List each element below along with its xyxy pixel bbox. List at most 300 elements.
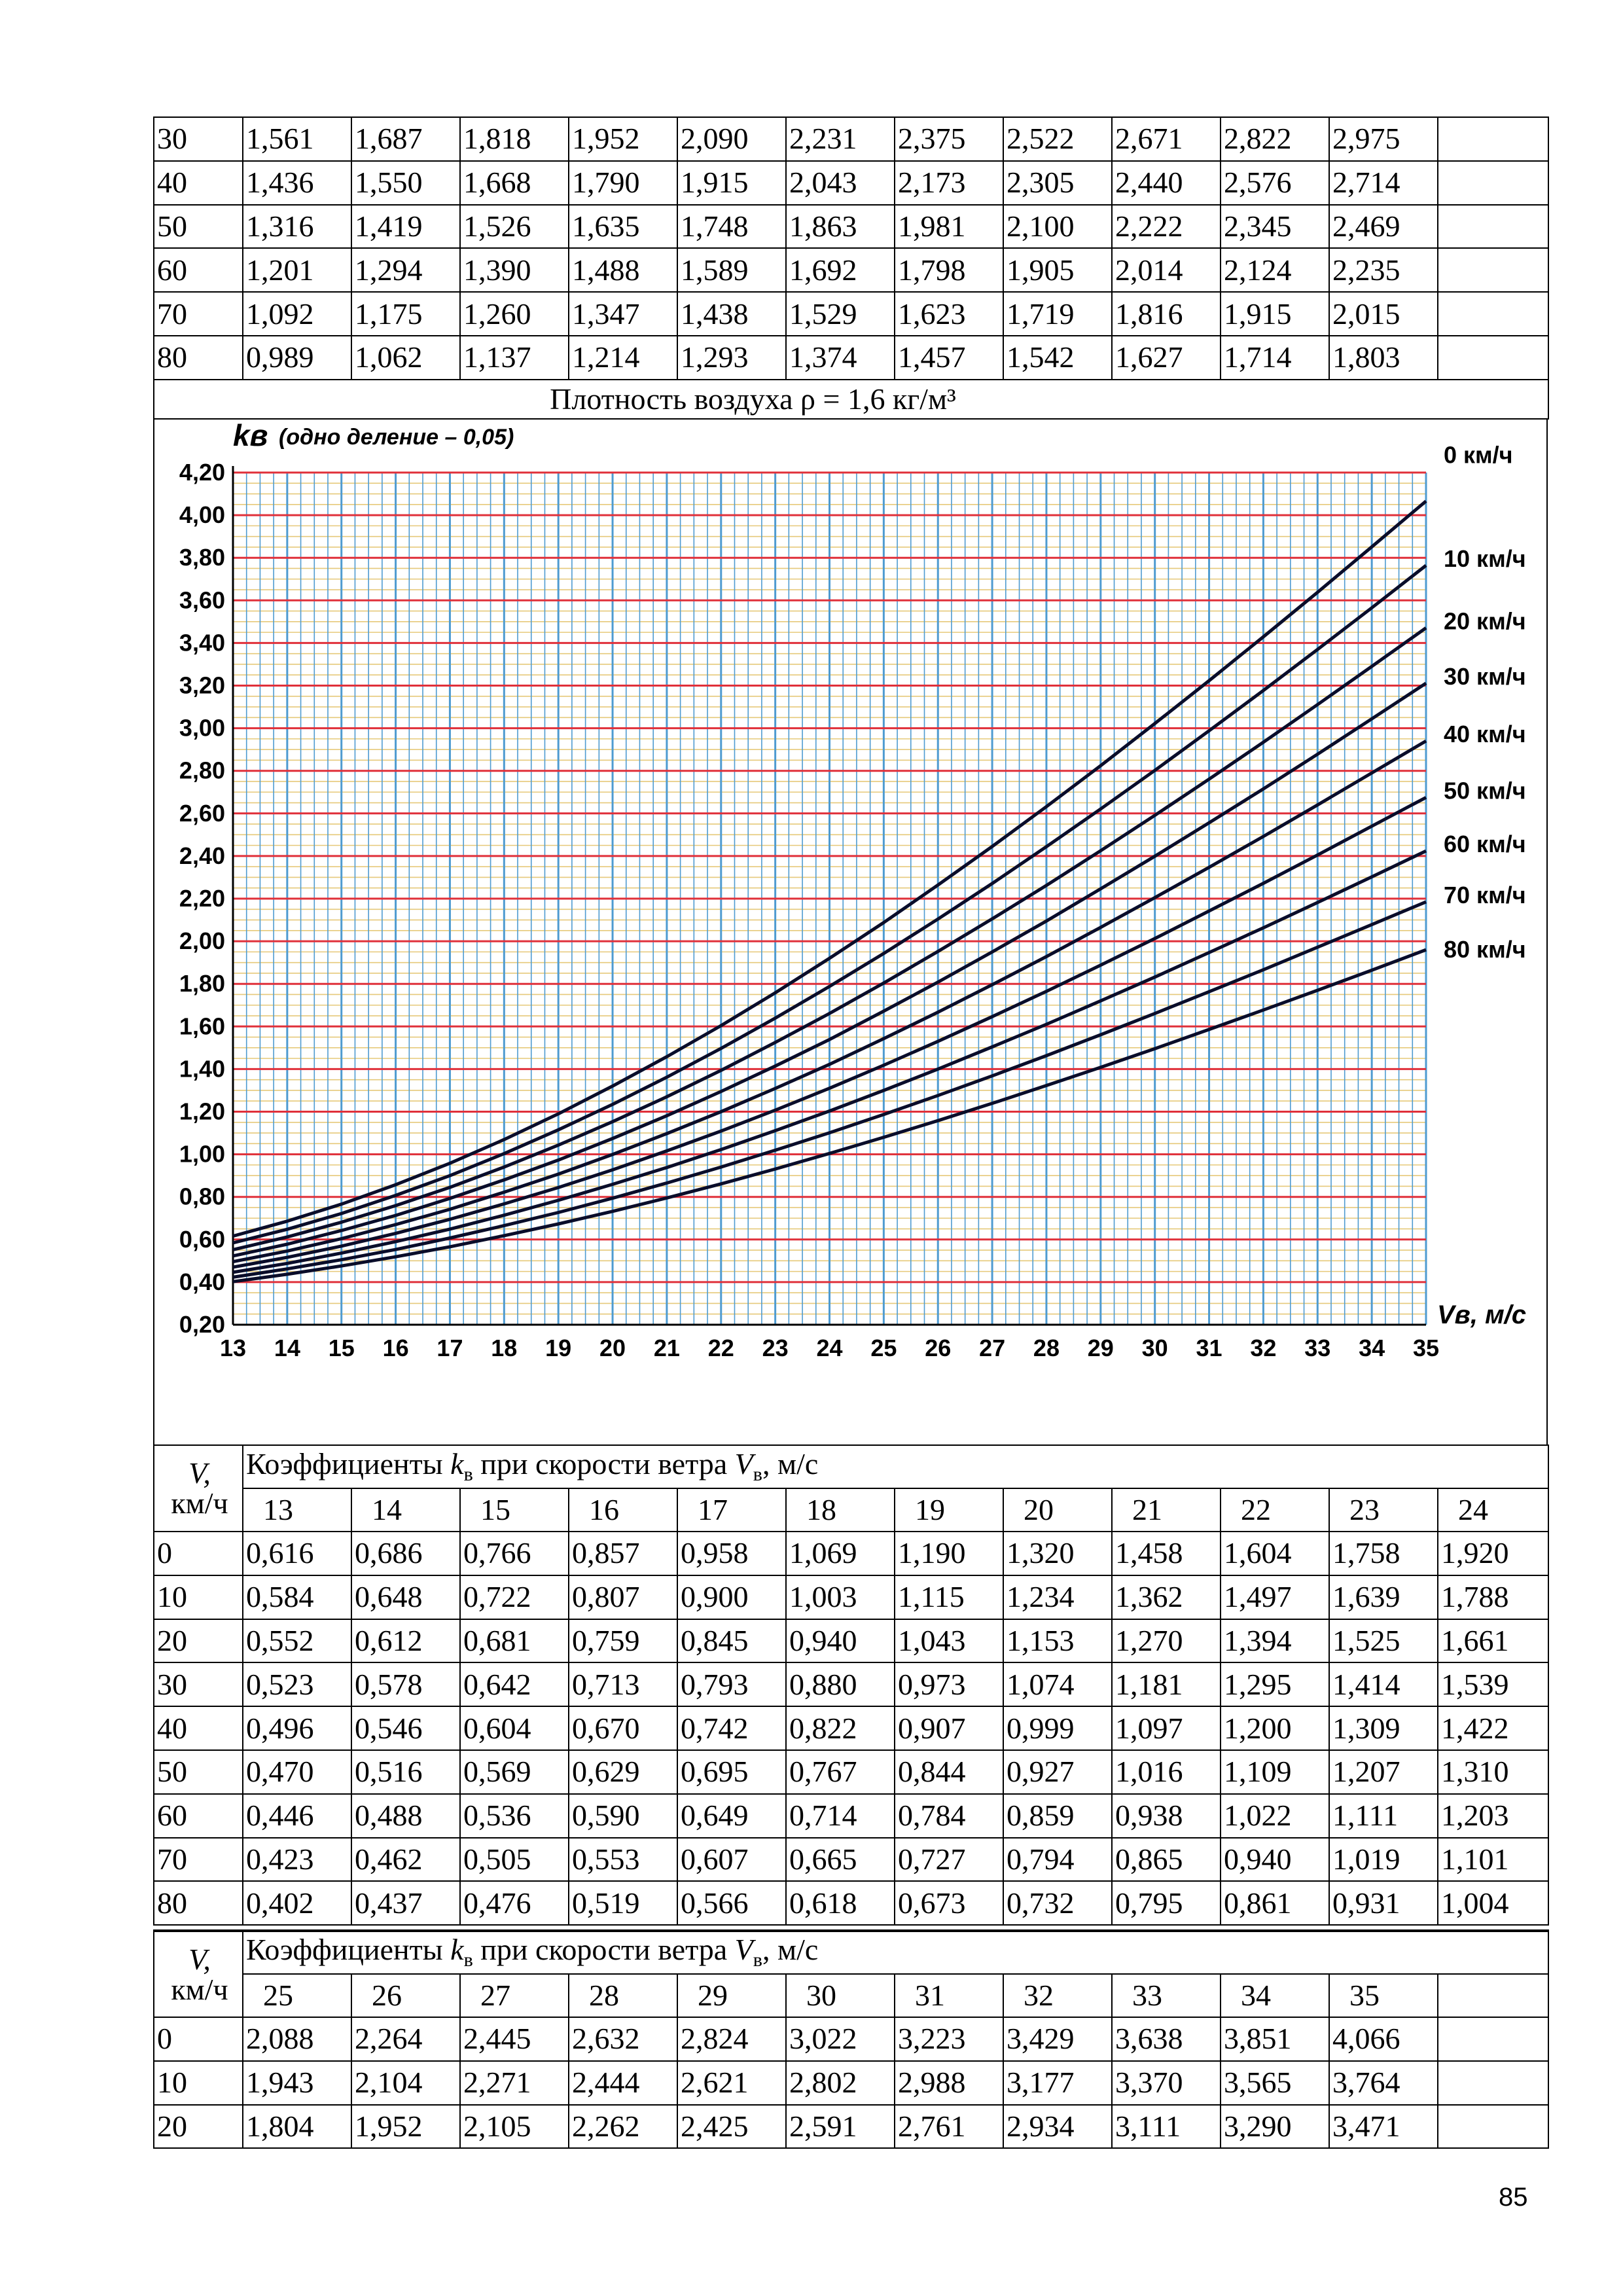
coefficient-cell: 1,692 xyxy=(786,248,895,292)
x-tick-label: 24 xyxy=(816,1335,843,1361)
coefficient-cell: 2,124 xyxy=(1221,248,1329,292)
coefficient-cell: 0,759 xyxy=(569,1619,677,1663)
coefficient-cell: 2,469 xyxy=(1329,205,1438,249)
coefficient-cell: 0,722 xyxy=(460,1575,569,1619)
speed-header-cell: 17 xyxy=(677,1488,786,1532)
coefficient-cell: 0,940 xyxy=(1221,1838,1329,1882)
row-speed-cell: 30 xyxy=(154,1662,243,1706)
row-speed-cell: 70 xyxy=(154,292,243,336)
y-tick-label: 0,80 xyxy=(179,1183,225,1210)
coefficient-cell: 1,153 xyxy=(1003,1619,1112,1663)
series-label: 20 км/ч xyxy=(1444,607,1526,635)
coefficient-cell: 1,436 xyxy=(243,161,351,205)
coefficient-cell: 1,181 xyxy=(1112,1662,1221,1706)
speed-header-cell: 14 xyxy=(351,1488,460,1532)
coefficient-cell: 2,014 xyxy=(1112,248,1221,292)
coefficient-cell: 1,293 xyxy=(677,336,786,380)
table-row xyxy=(154,1575,1548,1619)
coefficient-cell: 0,732 xyxy=(1003,1881,1112,1925)
table-row xyxy=(154,1881,1548,1925)
y-tick-label: 1,40 xyxy=(179,1055,225,1083)
coefficient-cell: 1,542 xyxy=(1003,336,1112,380)
coefficient-cell: 1,589 xyxy=(677,248,786,292)
coefficient-cell: 1,661 xyxy=(1438,1619,1548,1663)
coefficient-cell: 3,111 xyxy=(1112,2105,1221,2149)
coefficient-cell: 1,561 xyxy=(243,117,351,161)
coefficient-cell: 1,004 xyxy=(1438,1881,1548,1925)
x-tick-label: 18 xyxy=(491,1335,518,1361)
coefficient-cell: 0,618 xyxy=(786,1881,895,1925)
coefficient-cell: 1,062 xyxy=(351,336,460,380)
coefficient-cell: 1,635 xyxy=(569,205,677,249)
y-tick-label: 2,20 xyxy=(179,885,225,912)
y-tick-label: 4,20 xyxy=(179,459,225,486)
series-label: 30 км/ч xyxy=(1444,662,1526,690)
y-tick-label: 1,20 xyxy=(179,1098,225,1125)
coefficient-cell: 1,627 xyxy=(1112,336,1221,380)
coefficient-cell: 1,200 xyxy=(1221,1706,1329,1750)
caption-row xyxy=(154,380,1548,419)
coefficient-cell: 4,066 xyxy=(1329,2017,1438,2061)
coefficient-cell xyxy=(1438,2061,1548,2105)
y-tick-label: 3,80 xyxy=(179,544,225,571)
coefficient-cell: 1,003 xyxy=(786,1575,895,1619)
x-tick-label: 33 xyxy=(1304,1335,1331,1361)
coefficient-cell: 0,857 xyxy=(569,1532,677,1575)
page-number: 85 xyxy=(1499,2183,1528,2212)
coefficient-cell: 1,714 xyxy=(1221,336,1329,380)
x-tick-label: 21 xyxy=(653,1335,680,1361)
x-axis-label: Vв, м/с xyxy=(1437,1300,1527,1329)
coefficient-cell: 0,900 xyxy=(677,1575,786,1619)
coefficient-cell: 1,022 xyxy=(1221,1794,1329,1838)
coefficient-cell: 1,111 xyxy=(1329,1794,1438,1838)
x-tick-label: 20 xyxy=(599,1335,626,1361)
row-speed-cell: 10 xyxy=(154,1575,243,1619)
speed-header-cell: 30 xyxy=(786,1974,895,2017)
coefficient-cell: 1,748 xyxy=(677,205,786,249)
coefficient-cell: 1,668 xyxy=(460,161,569,205)
row-speed-cell: 0 xyxy=(154,2017,243,2061)
coefficient-cell: 2,100 xyxy=(1003,205,1112,249)
coefficient-cell: 2,522 xyxy=(1003,117,1112,161)
coefficient-cell: 0,665 xyxy=(786,1838,895,1882)
coefficient-cell: 2,576 xyxy=(1221,161,1329,205)
coefficient-cell: 3,022 xyxy=(786,2017,895,2061)
coefficient-cell: 2,262 xyxy=(569,2105,677,2149)
coefficient-cell: 0,566 xyxy=(677,1881,786,1925)
coefficient-cell: 2,822 xyxy=(1221,117,1329,161)
coefficient-cell: 1,414 xyxy=(1329,1662,1438,1706)
coefficient-cell: 0,476 xyxy=(460,1881,569,1925)
coefficient-cell: 2,235 xyxy=(1329,248,1438,292)
x-tick-label: 13 xyxy=(219,1335,247,1361)
coefficient-cell: 1,214 xyxy=(569,336,677,380)
table-row xyxy=(154,2061,1548,2105)
speed-header-cell: 20 xyxy=(1003,1488,1112,1532)
coefficient-cell: 1,818 xyxy=(460,117,569,161)
top-coefficient-table xyxy=(153,117,1549,420)
row-speed-cell: 20 xyxy=(154,2105,243,2149)
coefficient-cell: 2,621 xyxy=(677,2061,786,2105)
speed-header-cell: 16 xyxy=(569,1488,677,1532)
coefficient-cell: 0,807 xyxy=(569,1575,677,1619)
speed-header-cell: 31 xyxy=(895,1974,1003,2017)
row-speed-cell: 40 xyxy=(154,1706,243,1750)
coefficient-cell: 1,260 xyxy=(460,292,569,336)
speed-header-cell: 26 xyxy=(351,1974,460,2017)
x-tick-label: 14 xyxy=(274,1335,300,1361)
coefficient-cell: 1,422 xyxy=(1438,1706,1548,1750)
coefficient-cell: 2,824 xyxy=(677,2017,786,2061)
x-tick-label: 22 xyxy=(707,1335,734,1361)
coefficient-cell: 1,798 xyxy=(895,248,1003,292)
coefficient-cell: 1,719 xyxy=(1003,292,1112,336)
coefficient-cell: 1,092 xyxy=(243,292,351,336)
coefficient-cell: 1,316 xyxy=(243,205,351,249)
coefficient-cell: 1,529 xyxy=(786,292,895,336)
coefficient-cell: 1,550 xyxy=(351,161,460,205)
table-row xyxy=(154,336,1548,380)
table-row xyxy=(154,2105,1548,2149)
coefficient-cell: 1,952 xyxy=(569,117,677,161)
coefficient-cell: 0,859 xyxy=(1003,1794,1112,1838)
coefficient-cell: 1,203 xyxy=(1438,1794,1548,1838)
coefficient-cell: 3,764 xyxy=(1329,2061,1438,2105)
coefficient-cell: 1,109 xyxy=(1221,1750,1329,1794)
coefficient-cell: 0,612 xyxy=(351,1619,460,1663)
coefficient-cell: 2,632 xyxy=(569,2017,677,2061)
coefficient-cell: 0,794 xyxy=(1003,1838,1112,1882)
coefficient-cell: 0,437 xyxy=(351,1881,460,1925)
coefficient-cell xyxy=(1438,336,1548,380)
coefficient-cell: 1,043 xyxy=(895,1619,1003,1663)
y-tick-label: 1,60 xyxy=(179,1013,225,1040)
row-speed-cell: 50 xyxy=(154,205,243,249)
density-caption: Плотность воздуха ρ = 1,6 кг/м³ xyxy=(154,380,1548,419)
table-row xyxy=(154,248,1548,292)
coefficient-cell: 0,553 xyxy=(569,1838,677,1882)
speed-header-cell: 18 xyxy=(786,1488,895,1532)
speed-header-cell: 13 xyxy=(243,1488,351,1532)
coefficient-cell: 0,795 xyxy=(1112,1881,1221,1925)
row-speed-cell: 0 xyxy=(154,1532,243,1575)
coefficient-cell: 2,088 xyxy=(243,2017,351,2061)
series-label: 40 км/ч xyxy=(1444,721,1526,748)
x-tick-label: 26 xyxy=(925,1335,952,1361)
coefficient-cell: 0,488 xyxy=(351,1794,460,1838)
series-label: 70 км/ч xyxy=(1444,881,1526,908)
series-label: 0 км/ч xyxy=(1444,441,1513,469)
series-label: 50 км/ч xyxy=(1444,777,1526,804)
coefficient-cell: 0,629 xyxy=(569,1750,677,1794)
series-label: 60 км/ч xyxy=(1444,831,1526,858)
coefficient-cell: 1,069 xyxy=(786,1532,895,1575)
coefficient-cell: 1,016 xyxy=(1112,1750,1221,1794)
coefficient-cell: 0,880 xyxy=(786,1662,895,1706)
coefficient-cell: 0,742 xyxy=(677,1706,786,1750)
speed-header-cell: 24 xyxy=(1438,1488,1548,1532)
coefficient-cell: 2,271 xyxy=(460,2061,569,2105)
y-tick-label: 0,60 xyxy=(179,1225,225,1253)
coefficient-cell xyxy=(1438,2017,1548,2061)
coefficient-cell: 1,952 xyxy=(351,2105,460,2149)
v-header: V, км/ч xyxy=(154,1445,243,1532)
x-tick-label: 19 xyxy=(545,1335,572,1361)
coefficient-cell: 1,101 xyxy=(1438,1838,1548,1882)
coefficient-cell: 2,802 xyxy=(786,2061,895,2105)
table-row xyxy=(154,1838,1548,1882)
coefficient-cell: 1,390 xyxy=(460,248,569,292)
speed-header-cell: 19 xyxy=(895,1488,1003,1532)
coefficient-cell: 0,584 xyxy=(243,1575,351,1619)
speed-header-cell: 33 xyxy=(1112,1974,1221,2017)
chart-area xyxy=(153,418,1548,1444)
series-label: 80 км/ч xyxy=(1444,936,1526,963)
y-tick-label: 3,20 xyxy=(179,672,225,699)
coefficient-cell: 1,488 xyxy=(569,248,677,292)
coefficient-cell: 1,915 xyxy=(677,161,786,205)
coefficient-cell: 0,845 xyxy=(677,1619,786,1663)
x-tick-label: 30 xyxy=(1141,1335,1168,1361)
coefficient-cell: 2,173 xyxy=(895,161,1003,205)
coefficient-cell: 0,578 xyxy=(351,1662,460,1706)
coefficient-cell: 0,931 xyxy=(1329,1881,1438,1925)
row-speed-cell: 20 xyxy=(154,1619,243,1663)
coefficient-cell: 0,989 xyxy=(243,336,351,380)
coefficient-cell: 0,648 xyxy=(351,1575,460,1619)
coefficient-cell: 0,865 xyxy=(1112,1838,1221,1882)
coefficient-cell: 2,090 xyxy=(677,117,786,161)
x-tick-label: 35 xyxy=(1412,1335,1440,1361)
y-tick-label: 2,40 xyxy=(179,842,225,869)
coefficient-cell: 1,201 xyxy=(243,248,351,292)
coefficient-cell: 0,958 xyxy=(677,1532,786,1575)
coefficient-cell: 0,927 xyxy=(1003,1750,1112,1794)
y-tick-label: 0,40 xyxy=(179,1268,225,1295)
coefficient-cell: 2,440 xyxy=(1112,161,1221,205)
coefficient-cell: 3,370 xyxy=(1112,2061,1221,2105)
coef-header: Коэффициенты $k_в$ при скорости ветра $V_в$, м/с xyxy=(243,1445,1548,1488)
coefficient-cell: 2,425 xyxy=(677,2105,786,2149)
coefficient-cell: 2,714 xyxy=(1329,161,1438,205)
x-tick-label: 27 xyxy=(979,1335,1006,1361)
coefficient-cell: 1,320 xyxy=(1003,1532,1112,1575)
coefficient-cell: 1,347 xyxy=(569,292,677,336)
row-speed-cell: 70 xyxy=(154,1838,243,1882)
row-speed-cell: 80 xyxy=(154,336,243,380)
table-row xyxy=(154,2017,1548,2061)
coefficient-cell: 1,074 xyxy=(1003,1662,1112,1706)
table-row xyxy=(154,205,1548,249)
coefficient-cell: 2,591 xyxy=(786,2105,895,2149)
coefficient-cell: 1,943 xyxy=(243,2061,351,2105)
speed-header-cell: 15 xyxy=(460,1488,569,1532)
x-tick-label: 17 xyxy=(437,1335,463,1361)
coefficient-cell: 0,519 xyxy=(569,1881,677,1925)
coefficient-cell: 2,015 xyxy=(1329,292,1438,336)
coefficient-cell: 1,639 xyxy=(1329,1575,1438,1619)
coefficient-cell: 1,790 xyxy=(569,161,677,205)
coefficient-cell: 1,920 xyxy=(1438,1532,1548,1575)
y-tick-label: 1,00 xyxy=(179,1140,225,1168)
coefficient-cell: 1,310 xyxy=(1438,1750,1548,1794)
coefficient-cell: 2,375 xyxy=(895,117,1003,161)
y-tick-label: 2,00 xyxy=(179,927,225,955)
table-row xyxy=(154,292,1548,336)
coefficient-cell: 0,793 xyxy=(677,1662,786,1706)
coef-header: Коэффициенты $k_в$ при скорости ветра $V_в$, м/с xyxy=(243,1931,1548,1974)
coefficient-cell: 0,727 xyxy=(895,1838,1003,1882)
coefficient-cell: 1,863 xyxy=(786,205,895,249)
coefficient-cell: 0,784 xyxy=(895,1794,1003,1838)
coefficient-cell: 2,988 xyxy=(895,2061,1003,2105)
coefficient-cell: 0,999 xyxy=(1003,1706,1112,1750)
coefficient-cell: 3,565 xyxy=(1221,2061,1329,2105)
mid-coefficient-table xyxy=(153,1444,1549,1926)
coefficient-cell xyxy=(1438,117,1548,161)
coefficient-cell: 0,686 xyxy=(351,1532,460,1575)
coefficient-cell: 1,623 xyxy=(895,292,1003,336)
coefficient-cell xyxy=(1438,205,1548,249)
coefficient-cell: 0,973 xyxy=(895,1662,1003,1706)
coefficient-cell: 1,294 xyxy=(351,248,460,292)
table-row xyxy=(154,117,1548,161)
coefficient-cell: 0,402 xyxy=(243,1881,351,1925)
coefficient-cell: 2,222 xyxy=(1112,205,1221,249)
y-tick-label: 3,60 xyxy=(179,586,225,614)
coefficient-cell: 1,270 xyxy=(1112,1619,1221,1663)
coefficient-cell: 2,444 xyxy=(569,2061,677,2105)
speed-header-cell: 27 xyxy=(460,1974,569,2017)
coefficient-cell: 0,516 xyxy=(351,1750,460,1794)
coefficient-cell: 0,462 xyxy=(351,1838,460,1882)
coefficient-cell: 0,713 xyxy=(569,1662,677,1706)
coefficient-cell: 1,419 xyxy=(351,205,460,249)
row-speed-cell: 80 xyxy=(154,1881,243,1925)
coefficient-cell: 0,681 xyxy=(460,1619,569,1663)
coefficient-cell: 1,526 xyxy=(460,205,569,249)
table-row xyxy=(154,1662,1548,1706)
coefficient-cell: 1,362 xyxy=(1112,1575,1221,1619)
coefficient-cell: 0,861 xyxy=(1221,1881,1329,1925)
coefficient-cell: 3,471 xyxy=(1329,2105,1438,2149)
coefficient-cell: 2,105 xyxy=(460,2105,569,2149)
coefficient-cell: 0,423 xyxy=(243,1838,351,1882)
coefficient-cell: 3,851 xyxy=(1221,2017,1329,2061)
series-label: 10 км/ч xyxy=(1444,545,1526,572)
coefficient-cell: 0,496 xyxy=(243,1706,351,1750)
y-axis-label: kв xyxy=(233,418,268,452)
coefficient-cell: 1,097 xyxy=(1112,1706,1221,1750)
coefficient-cell: 0,767 xyxy=(786,1750,895,1794)
coefficient-cell: 1,309 xyxy=(1329,1706,1438,1750)
speed-header-cell: 32 xyxy=(1003,1974,1112,2017)
coefficient-cell: 3,177 xyxy=(1003,2061,1112,2105)
coefficient-cell: 2,934 xyxy=(1003,2105,1112,2149)
coefficient-cell: 2,231 xyxy=(786,117,895,161)
coefficient-cell: 1,457 xyxy=(895,336,1003,380)
coefficient-cell: 0,536 xyxy=(460,1794,569,1838)
coefficient-cell: 1,816 xyxy=(1112,292,1221,336)
x-tick-label: 29 xyxy=(1087,1335,1114,1361)
coefficient-cell: 0,940 xyxy=(786,1619,895,1663)
coefficient-cell: 0,604 xyxy=(460,1706,569,1750)
y-tick-label: 4,00 xyxy=(179,501,225,529)
table-row xyxy=(154,1706,1548,1750)
coefficient-cell: 1,019 xyxy=(1329,1838,1438,1882)
x-tick-label: 32 xyxy=(1250,1335,1277,1361)
speed-header-cell: 23 xyxy=(1329,1488,1438,1532)
coefficient-cell: 0,446 xyxy=(243,1794,351,1838)
speed-header-cell: 25 xyxy=(243,1974,351,2017)
coefficient-cell: 0,642 xyxy=(460,1662,569,1706)
v-header: V, км/ч xyxy=(154,1931,243,2017)
x-tick-label: 23 xyxy=(762,1335,789,1361)
coefficient-cell: 2,305 xyxy=(1003,161,1112,205)
coefficient-cell: 1,525 xyxy=(1329,1619,1438,1663)
coefficient-cell: 0,670 xyxy=(569,1706,677,1750)
coefficient-cell: 0,844 xyxy=(895,1750,1003,1794)
page-content xyxy=(153,117,1548,2143)
coefficient-cell xyxy=(1438,161,1548,205)
y-tick-label: 3,40 xyxy=(179,629,225,656)
coefficient-cell: 1,394 xyxy=(1221,1619,1329,1663)
table-row xyxy=(154,1532,1548,1575)
coefficient-cell: 3,223 xyxy=(895,2017,1003,2061)
row-speed-cell: 40 xyxy=(154,161,243,205)
speed-header-cell: 34 xyxy=(1221,1974,1329,2017)
coefficient-cell: 0,505 xyxy=(460,1838,569,1882)
coefficient-cell: 0,546 xyxy=(351,1706,460,1750)
coefficient-cell: 0,616 xyxy=(243,1532,351,1575)
coefficient-cell: 0,822 xyxy=(786,1706,895,1750)
coefficient-cell: 0,714 xyxy=(786,1794,895,1838)
y-tick-label: 3,00 xyxy=(179,714,225,742)
coefficient-cell: 1,497 xyxy=(1221,1575,1329,1619)
coefficient-cell: 1,905 xyxy=(1003,248,1112,292)
coefficient-cell: 2,975 xyxy=(1329,117,1438,161)
speed-header-cell: 35 xyxy=(1329,1974,1438,2017)
y-tick-label: 2,60 xyxy=(179,799,225,827)
coefficient-cell: 1,234 xyxy=(1003,1575,1112,1619)
coefficient-cell: 1,915 xyxy=(1221,292,1329,336)
coefficient-cell: 1,803 xyxy=(1329,336,1438,380)
coefficient-cell: 2,104 xyxy=(351,2061,460,2105)
coefficient-cell: 1,115 xyxy=(895,1575,1003,1619)
row-speed-cell: 30 xyxy=(154,117,243,161)
coefficient-cell: 0,673 xyxy=(895,1881,1003,1925)
row-speed-cell: 60 xyxy=(154,1794,243,1838)
coefficient-cell: 1,374 xyxy=(786,336,895,380)
coefficient-cell: 1,207 xyxy=(1329,1750,1438,1794)
coefficient-cell xyxy=(1438,2105,1548,2149)
row-speed-cell: 60 xyxy=(154,248,243,292)
coefficient-cell: 0,552 xyxy=(243,1619,351,1663)
coefficient-cell: 3,429 xyxy=(1003,2017,1112,2061)
coefficient-cell: 3,638 xyxy=(1112,2017,1221,2061)
speed-header-cell xyxy=(1438,1974,1548,2017)
coefficient-cell: 2,671 xyxy=(1112,117,1221,161)
y-axis-note: (одно деление – 0,05) xyxy=(279,425,514,450)
coefficient-cell: 0,907 xyxy=(895,1706,1003,1750)
row-speed-cell: 10 xyxy=(154,2061,243,2105)
coefficient-cell: 1,438 xyxy=(677,292,786,336)
table-row xyxy=(154,1794,1548,1838)
y-tick-label: 1,80 xyxy=(179,970,225,997)
coefficient-cell: 1,981 xyxy=(895,205,1003,249)
coefficient-cell: 2,761 xyxy=(895,2105,1003,2149)
